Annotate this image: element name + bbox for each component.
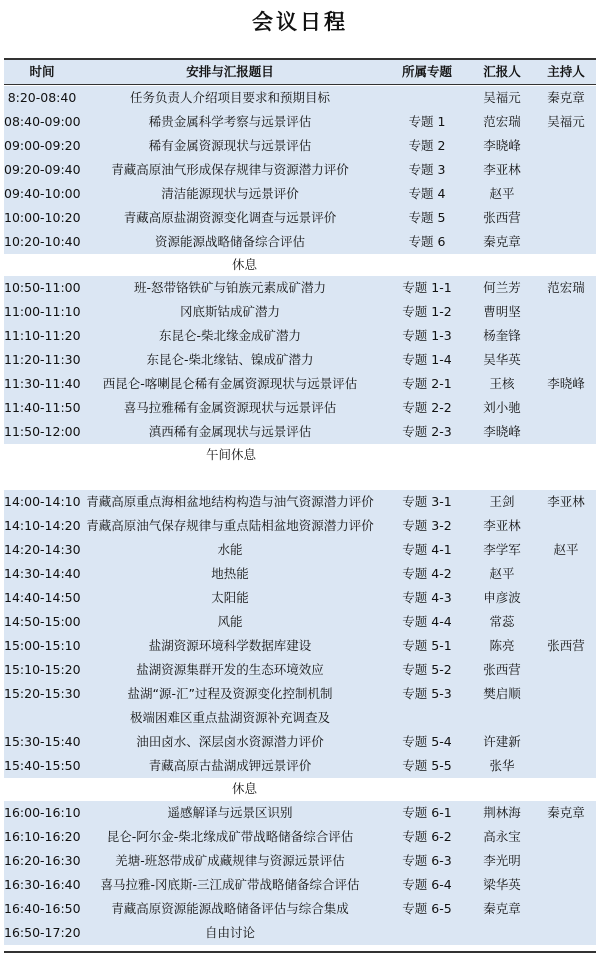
agenda-row <box>4 586 596 610</box>
cell-time: 15:10-15:20 <box>4 662 81 677</box>
agenda-row <box>4 230 596 254</box>
cell-reporter: 李亚林 <box>483 162 521 177</box>
agenda-row <box>4 538 596 562</box>
cell-reporter: 赵平 <box>489 186 515 201</box>
cell-reporter: 李亚林 <box>483 518 521 533</box>
cell-time: 09:00-09:20 <box>4 138 81 153</box>
cell-host <box>536 396 596 420</box>
break-label: 休息 <box>232 257 258 272</box>
cell-project: 专题 5-1 <box>402 638 452 653</box>
agenda-row <box>4 182 596 206</box>
cell-reporter: 赵平 <box>489 566 515 581</box>
break-label: 休息 <box>232 781 258 796</box>
lunch-break-label: 午间休息 <box>206 447 257 462</box>
cell-host: 李晓峰 <box>547 376 585 391</box>
cell-project: 专题 2-1 <box>402 376 452 391</box>
cell-topic: 稀有金属资源现状与远景评估 <box>148 138 312 153</box>
cell-project: 专题 2-2 <box>402 400 452 415</box>
cell-topic: 风能 <box>217 614 243 629</box>
cell-time: 14:00-14:10 <box>4 494 81 509</box>
cell-host <box>536 420 596 444</box>
agenda-row <box>4 396 596 420</box>
cell-reporter: 梁华英 <box>483 877 521 892</box>
cell-reporter: 张华 <box>489 758 515 773</box>
cell-reporter: 秦克章 <box>483 901 521 916</box>
cell-topic: 东昆仑-柴北缘钴、镍成矿潜力 <box>146 352 314 367</box>
cell-time <box>4 706 80 730</box>
cell-topic: 自由讨论 <box>204 925 255 940</box>
cell-time: 14:10-14:20 <box>4 518 81 533</box>
agenda-row <box>4 348 596 372</box>
cell-project: 专题 3-1 <box>402 494 452 509</box>
agenda-row <box>4 324 596 348</box>
agenda-row <box>4 730 596 754</box>
cell-time: 08:40-09:00 <box>4 114 81 129</box>
cell-topic: 喜马拉雅-冈底斯-三江成矿带战略储备综合评估 <box>100 877 360 892</box>
cell-project: 专题 6-1 <box>402 805 452 820</box>
cell-topic: 资源能源战略储备综合评估 <box>154 234 305 249</box>
header-reporter: 汇报人 <box>483 64 521 79</box>
cell-time: 16:50-17:20 <box>4 925 81 940</box>
cell-reporter: 高永宝 <box>483 829 521 844</box>
agenda-row <box>4 490 596 514</box>
cell-topic: 青藏高原重点海相盆地结构构造与油气资源潜力评价 <box>86 494 374 509</box>
cell-topic: 极端困难区重点盐湖资源补充调查及 <box>129 710 330 725</box>
cell-time: 09:40-10:00 <box>4 186 81 201</box>
cell-host <box>536 348 596 372</box>
cell-reporter: 陈亮 <box>489 638 515 653</box>
table-bottom-rule <box>4 951 596 953</box>
cell-reporter: 张西营 <box>483 662 521 677</box>
cell-host: 吴福元 <box>547 114 585 129</box>
cell-topic: 盐湖资源环境科学数据库建设 <box>148 638 312 653</box>
cell-topic: 任务负责人介绍项目要求和预期目标 <box>129 90 330 105</box>
cell-reporter: 李晓峰 <box>483 424 521 439</box>
agenda-row <box>4 158 596 182</box>
cell-topic: 东昆仑-柴北缘金成矿潜力 <box>158 328 301 343</box>
cell-project: 专题 6-3 <box>402 853 452 868</box>
cell-host: 赵平 <box>553 542 579 557</box>
cell-host <box>536 586 596 610</box>
cell-project: 专题 5-2 <box>402 662 452 677</box>
cell-host: 李亚林 <box>547 494 585 509</box>
cell-reporter: 杨奎锋 <box>483 328 521 343</box>
cell-time: 10:00-10:20 <box>4 210 81 225</box>
agenda-row <box>4 562 596 586</box>
cell-time: 15:40-15:50 <box>4 758 81 773</box>
cell-host: 张西营 <box>547 638 585 653</box>
cell-project: 专题 2-3 <box>402 424 452 439</box>
cell-time: 14:50-15:00 <box>4 614 81 629</box>
cell-reporter: 李学军 <box>483 542 521 557</box>
cell-reporter: 范宏瑞 <box>483 114 521 129</box>
cell-host <box>536 849 596 873</box>
cell-topic: 油田卤水、深层卤水资源潜力评价 <box>136 734 324 749</box>
cell-project: 专题 6-2 <box>402 829 452 844</box>
agenda-row <box>4 610 596 634</box>
cell-project: 专题 4-2 <box>402 566 452 581</box>
cell-project: 专题 1-3 <box>402 328 452 343</box>
cell-project: 专题 1 <box>408 114 446 129</box>
cell-reporter: 吴福元 <box>483 90 521 105</box>
cell-time: 16:40-16:50 <box>4 901 81 916</box>
cell-reporter: 许建新 <box>483 734 521 749</box>
cell-topic: 滇西稀有金属现状与远景评估 <box>148 424 312 439</box>
cell-topic: 太阳能 <box>211 590 249 605</box>
cell-time: 11:20-11:30 <box>4 352 81 367</box>
agenda-row <box>4 754 596 778</box>
cell-host <box>536 921 596 945</box>
cell-reporter <box>468 921 536 945</box>
table-header-row <box>4 60 596 84</box>
agenda-row <box>4 86 596 110</box>
cell-host <box>536 897 596 921</box>
cell-project: 专题 5-3 <box>402 686 452 701</box>
cell-host: 秦克章 <box>547 90 585 105</box>
agenda-row <box>4 372 596 396</box>
cell-topic: 稀贵金属科学考察与远景评估 <box>148 114 312 129</box>
cell-topic: 青藏高原油气形成保存规律与资源潜力评价 <box>111 162 349 177</box>
cell-time: 11:50-12:00 <box>4 424 81 439</box>
cell-host <box>536 658 596 682</box>
cell-host <box>536 562 596 586</box>
cell-topic: 喜马拉雅稀有金属资源现状与远景评估 <box>123 400 337 415</box>
page-title: 会议日程 <box>252 9 348 34</box>
cell-host <box>536 206 596 230</box>
cell-reporter: 樊启顺 <box>483 686 521 701</box>
cell-time: 15:30-15:40 <box>4 734 81 749</box>
cell-topic: 班-怒带铬铁矿与铂族元素成矿潜力 <box>133 280 326 295</box>
cell-host: 秦克章 <box>547 805 585 820</box>
cell-host <box>536 514 596 538</box>
cell-topic: 青藏高原盐湖资源变化调查与远景评价 <box>123 210 337 225</box>
cell-reporter: 张西营 <box>483 210 521 225</box>
cell-time: 14:40-14:50 <box>4 590 81 605</box>
cell-topic: 地热能 <box>211 566 249 581</box>
agenda-row <box>4 300 596 324</box>
cell-project <box>382 921 472 945</box>
agenda-row <box>4 658 596 682</box>
cell-time: 16:00-16:10 <box>4 805 81 820</box>
cell-host <box>536 158 596 182</box>
cell-project: 专题 2 <box>408 138 446 153</box>
agenda-row <box>4 801 596 825</box>
cell-time: 16:10-16:20 <box>4 829 81 844</box>
agenda-row <box>4 276 596 300</box>
agenda-row <box>4 420 596 444</box>
cell-host <box>536 682 596 706</box>
cell-project: 专题 5-4 <box>402 734 452 749</box>
cell-time: 15:20-15:30 <box>4 686 81 701</box>
agenda-row <box>4 514 596 538</box>
cell-time: 11:00-11:10 <box>4 304 81 319</box>
cell-time: 14:20-14:30 <box>4 542 81 557</box>
cell-project: 专题 1-1 <box>402 280 452 295</box>
cell-reporter <box>468 706 536 730</box>
cell-project: 专题 4 <box>408 186 446 201</box>
cell-topic: 遥感解译与远景区识别 <box>167 805 293 820</box>
cell-host <box>536 300 596 324</box>
agenda-row <box>4 825 596 849</box>
cell-topic: 青藏高原古盐湖成钾远景评价 <box>148 758 312 773</box>
cell-project: 专题 6 <box>408 234 446 249</box>
cell-topic: 清洁能源现状与远景评价 <box>161 186 299 201</box>
cell-project: 专题 1-2 <box>402 304 452 319</box>
cell-reporter: 常蕊 <box>489 614 515 629</box>
cell-project: 专题 6-4 <box>402 877 452 892</box>
cell-host <box>536 706 596 730</box>
cell-project: 专题 1-4 <box>402 352 452 367</box>
cell-project: 专题 5 <box>408 210 446 225</box>
cell-reporter: 李光明 <box>483 853 521 868</box>
cell-reporter: 申彦波 <box>483 590 521 605</box>
cell-project: 专题 3-2 <box>402 518 452 533</box>
agenda-row <box>4 134 596 158</box>
cell-time: 16:30-16:40 <box>4 877 81 892</box>
cell-reporter: 曹明坚 <box>483 304 521 319</box>
cell-host <box>536 182 596 206</box>
cell-project: 专题 6-5 <box>402 901 452 916</box>
cell-topic: 水能 <box>217 542 243 557</box>
agenda-row <box>4 110 596 134</box>
cell-host <box>536 230 596 254</box>
cell-topic: 西昆仑-喀喇昆仑稀有金属资源现状与远景评估 <box>102 376 358 391</box>
cell-topic: 青藏高原油气保存规律与重点陆相盆地资源潜力评价 <box>86 518 374 533</box>
cell-project: 专题 5-5 <box>402 758 452 773</box>
cell-reporter: 吴华英 <box>483 352 521 367</box>
agenda-row <box>4 921 596 945</box>
cell-host <box>536 134 596 158</box>
cell-host <box>536 324 596 348</box>
cell-project: 专题 3 <box>408 162 446 177</box>
header-rule <box>4 84 596 85</box>
cell-time: 10:20-10:40 <box>4 234 81 249</box>
header-host: 主持人 <box>547 64 585 79</box>
cell-time: 11:10-11:20 <box>4 328 81 343</box>
cell-reporter: 秦克章 <box>483 234 521 249</box>
cell-topic: 昆仑-阿尔金-柴北缘成矿带战略储备综合评估 <box>106 829 354 844</box>
cell-reporter: 刘小驰 <box>483 400 521 415</box>
cell-topic: 冈底斯钴成矿潜力 <box>179 304 280 319</box>
cell-time: 09:20-09:40 <box>4 162 81 177</box>
cell-host <box>536 754 596 778</box>
cell-project: 专题 4-1 <box>402 542 452 557</box>
agenda-row <box>4 873 596 897</box>
cell-reporter: 李晓峰 <box>483 138 521 153</box>
cell-time: 16:20-16:30 <box>4 853 81 868</box>
cell-reporter: 王核 <box>489 376 515 391</box>
cell-reporter: 王剑 <box>489 494 515 509</box>
cell-project <box>382 86 472 110</box>
agenda-row <box>4 897 596 921</box>
header-topic: 安排与汇报题目 <box>186 64 274 79</box>
cell-reporter: 何兰芳 <box>483 280 521 295</box>
cell-topic: 羌塘-班怒带成矿成藏规律与资源远景评估 <box>115 853 345 868</box>
cell-time: 11:30-11:40 <box>4 376 81 391</box>
agenda-row <box>4 682 596 706</box>
agenda-row <box>4 849 596 873</box>
cell-host: 范宏瑞 <box>547 280 585 295</box>
agenda-row <box>4 706 596 730</box>
cell-topic: 盐湖“源-汇”过程及资源变化控制机制 <box>127 686 333 701</box>
agenda-row <box>4 634 596 658</box>
agenda-row <box>4 206 596 230</box>
cell-topic: 青藏高原资源能源战略储备评估与综合集成 <box>111 901 349 916</box>
cell-time: 10:50-11:00 <box>4 280 81 295</box>
cell-host <box>536 825 596 849</box>
cell-host <box>536 873 596 897</box>
cell-host <box>536 730 596 754</box>
cell-topic: 盐湖资源集群开发的生态环境效应 <box>136 662 324 677</box>
cell-project: 专题 4-3 <box>402 590 452 605</box>
cell-reporter: 荆林海 <box>483 805 521 820</box>
cell-project <box>382 706 472 730</box>
cell-time: 15:00-15:10 <box>4 638 81 653</box>
cell-time: 8:20-08:40 <box>7 90 77 105</box>
header-project: 所属专题 <box>401 64 452 79</box>
cell-time: 11:40-11:50 <box>4 400 81 415</box>
cell-host <box>536 610 596 634</box>
cell-time: 14:30-14:40 <box>4 566 81 581</box>
cell-project: 专题 4-4 <box>402 614 452 629</box>
header-time: 时间 <box>29 64 55 79</box>
